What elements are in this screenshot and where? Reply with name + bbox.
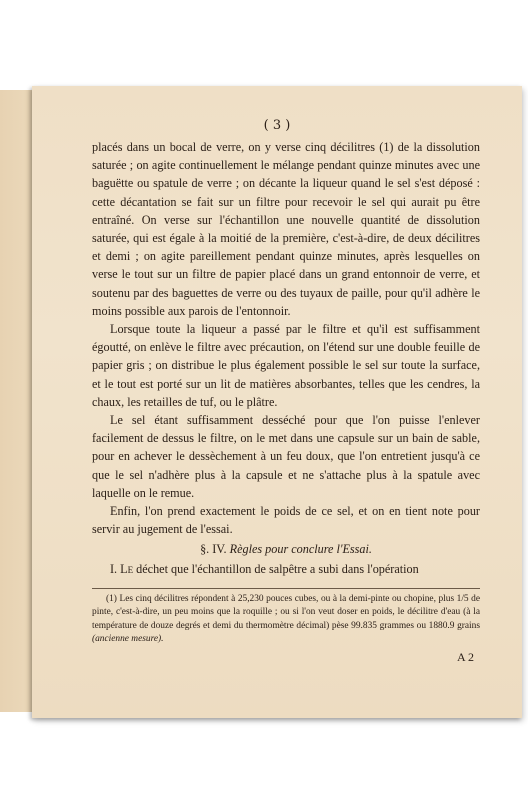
footnote <box>92 593 480 647</box>
page-body <box>92 138 480 666</box>
footnote-divider <box>92 588 480 589</box>
paragraph-3: Le sel étant suffisamment desséché pour que l'on puisse l'enlever facilement de dessus le filtre, on le met dans une capsule sur un bain de sable, pour en achever le dessèchement à un feu doux, que l'on entretient jusqu'à ce que le sel n'adhère plus à la capsule et ne s'attache plus à la spatule avec laquelle on le remue. <box>92 413 480 500</box>
signature-mark: A 2 <box>456 649 474 664</box>
paragraph-4: Enfin, l'on prend exactement le poids de ce sel, et on en tient note pour servir au jugement de l'essai. <box>92 504 480 537</box>
document-page <box>32 86 522 718</box>
paragraph-1: placés dans un bocal de verre, on y verse cinq décilitres (1) de la dissolution saturée ; on agite continuellement le mélange pendant quinze minutes avec une baguëtte ou spatule de verre ; on décante la liqueur quand le sel s'est déposé : cette décantation se fait sur un filtre pour recevoir le sel qui aurait pu être entraîné. On verse sur l'échantillon une nouvelle quantité de dissolution saturée, qui est égale à la moitié de la première, c'est-à-dire, de deux décilitres et demi ; on agite pareillement pendant quinze minutes, après lesquelles on verse le tout sur un filtre de papier placé dans un grand entonnoir de verre, et soutenu par des baguettes de verre ou des tuyaux de paille, pour qu'il adhère le moins possible aux parois de l'entonnoir. <box>92 140 480 318</box>
footnote-text: (1) Les cinq décilitres répondent à 25,230 pouces cubes, ou à la demi-pinte ou chopine, plus 1/5 de pinte, c'est-à-dire, un peu moins que la roquille ; ou si l'on veut doser en poids, le décilitre d'eau (à la température de douze degrés et demi du thermomètre décimal) pèse 99.835 grammes ou 1880.9 grains <box>92 593 480 631</box>
section-heading <box>92 540 480 558</box>
section-number: §. IV. <box>200 542 227 557</box>
rule-1-lead: I. Le <box>110 561 134 576</box>
section-title: Règles pour conclure l'Essai. <box>229 542 372 557</box>
rule-1-text: déchet que l'échantillon de salpêtre a subi dans l'opération <box>136 561 419 576</box>
page-number: ( 3 ) <box>263 118 291 133</box>
rule-1 <box>92 560 480 578</box>
paragraph-2: Lorsque toute la liqueur a passé par le filtre et qu'il est suffisamment égoutté, on enlève le filtre avec précaution, on l'étend sur une double feuille de papier gris ; on distribue le plus également possible le sel sur toute la surface, et le tout est porté sur un lit de matières absorbantes, telles que les cendres, la chaux, les retailles de tuf, ou le plâtre. <box>92 322 480 409</box>
footnote-note: (ancienne mesure). <box>92 634 164 645</box>
